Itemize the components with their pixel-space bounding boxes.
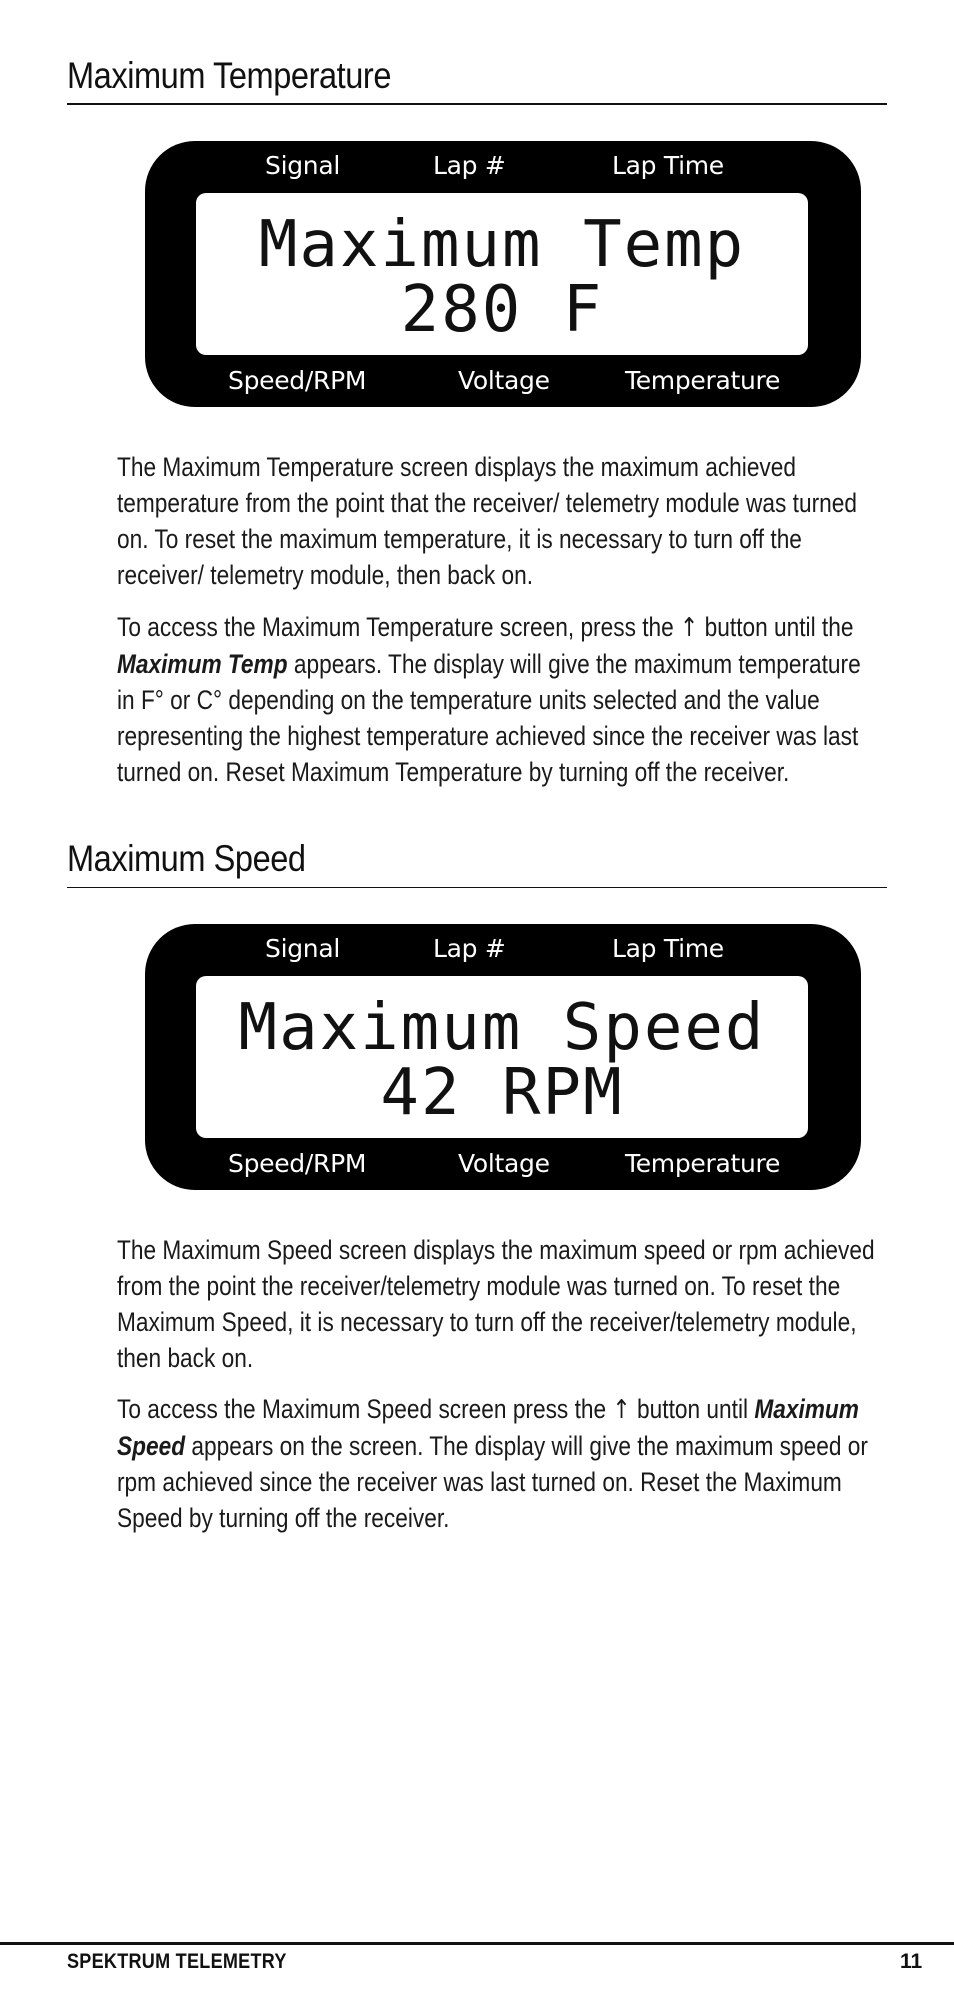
footer-title: SPEKTRUM TELEMETRY bbox=[67, 1950, 287, 1973]
lcd-label-lap-number: Lap # bbox=[433, 934, 506, 963]
paragraph-max-speed-description: The Maximum Speed screen displays the maximum speed or rpm achieved from the point the receiver/telemetry module was turned on. To reset the Maximum Speed, it is necessary to turn off the receiver/telemetry module, then back on. bbox=[117, 1235, 875, 1373]
up-arrow-icon: ↑ bbox=[612, 1395, 631, 1425]
lcd-label-temperature: Temperature bbox=[625, 1149, 781, 1178]
lcd-screen bbox=[196, 976, 808, 1138]
lcd-screen bbox=[196, 193, 808, 355]
lcd-label-voltage: Voltage bbox=[458, 1149, 550, 1178]
lcd-line-title: Maximum Temp bbox=[258, 208, 746, 282]
lcd-label-signal: Signal bbox=[265, 934, 340, 963]
footer-rule bbox=[0, 1942, 954, 1945]
lcd-label-lap-number: Lap # bbox=[433, 151, 506, 180]
lcd-label-signal: Signal bbox=[265, 151, 340, 180]
section-title-max-speed: Maximum Speed bbox=[67, 838, 306, 879]
lcd-line-title: Maximum Speed bbox=[238, 991, 766, 1065]
lcd-label-speed-rpm: Speed/RPM bbox=[228, 366, 367, 395]
lcd-label-speed-rpm: Speed/RPM bbox=[228, 1149, 367, 1178]
lcd-display-max-speed bbox=[145, 924, 861, 1190]
lcd-label-lap-time: Lap Time bbox=[612, 151, 724, 180]
section-title-max-temp: Maximum Temperature bbox=[67, 55, 391, 96]
lcd-display-max-temp bbox=[145, 141, 861, 407]
emphasis-max-temp: Maximum Temp bbox=[117, 649, 288, 679]
lcd-label-voltage: Voltage bbox=[458, 366, 550, 395]
paragraph-max-speed-access: To access the Maximum Speed screen press the ↑ button until Maximum Speed appears on the screen. The display will give the maximum speed or rpm achieved since the receiver was last turned on. Reset the Maximum Speed by turning off the receiver. bbox=[117, 1394, 868, 1533]
up-arrow-icon: ↑ bbox=[680, 613, 699, 643]
emphasis-max-speed: Maximum Speed bbox=[117, 1394, 859, 1461]
lcd-label-temperature: Temperature bbox=[625, 366, 781, 395]
paragraph-max-temp-description: The Maximum Temperature screen displays the maximum achieved temperature from the point that the receiver/ telemetry module was turned on. To reset the maximum temperature, it is necessary to turn off the receiver/ telemetry module, then back on. bbox=[117, 452, 857, 590]
page-number: 11 bbox=[900, 1950, 923, 1973]
lcd-line-value: 42 RPM bbox=[380, 1056, 624, 1130]
lcd-label-lap-time: Lap Time bbox=[612, 934, 724, 963]
section-rule bbox=[67, 887, 887, 888]
lcd-line-value: 280 F bbox=[400, 273, 604, 347]
section-rule bbox=[67, 103, 887, 105]
paragraph-max-temp-access: To access the Maximum Temperature screen, press the ↑ button until the Maximum Temp appears. The display will give the maximum temperature in F° or C° depending on the temperature units selected and the value representing the highest temperature achieved since the receiver was last turned on. Reset Maximum Temperature by turning off the receiver. bbox=[117, 612, 861, 787]
